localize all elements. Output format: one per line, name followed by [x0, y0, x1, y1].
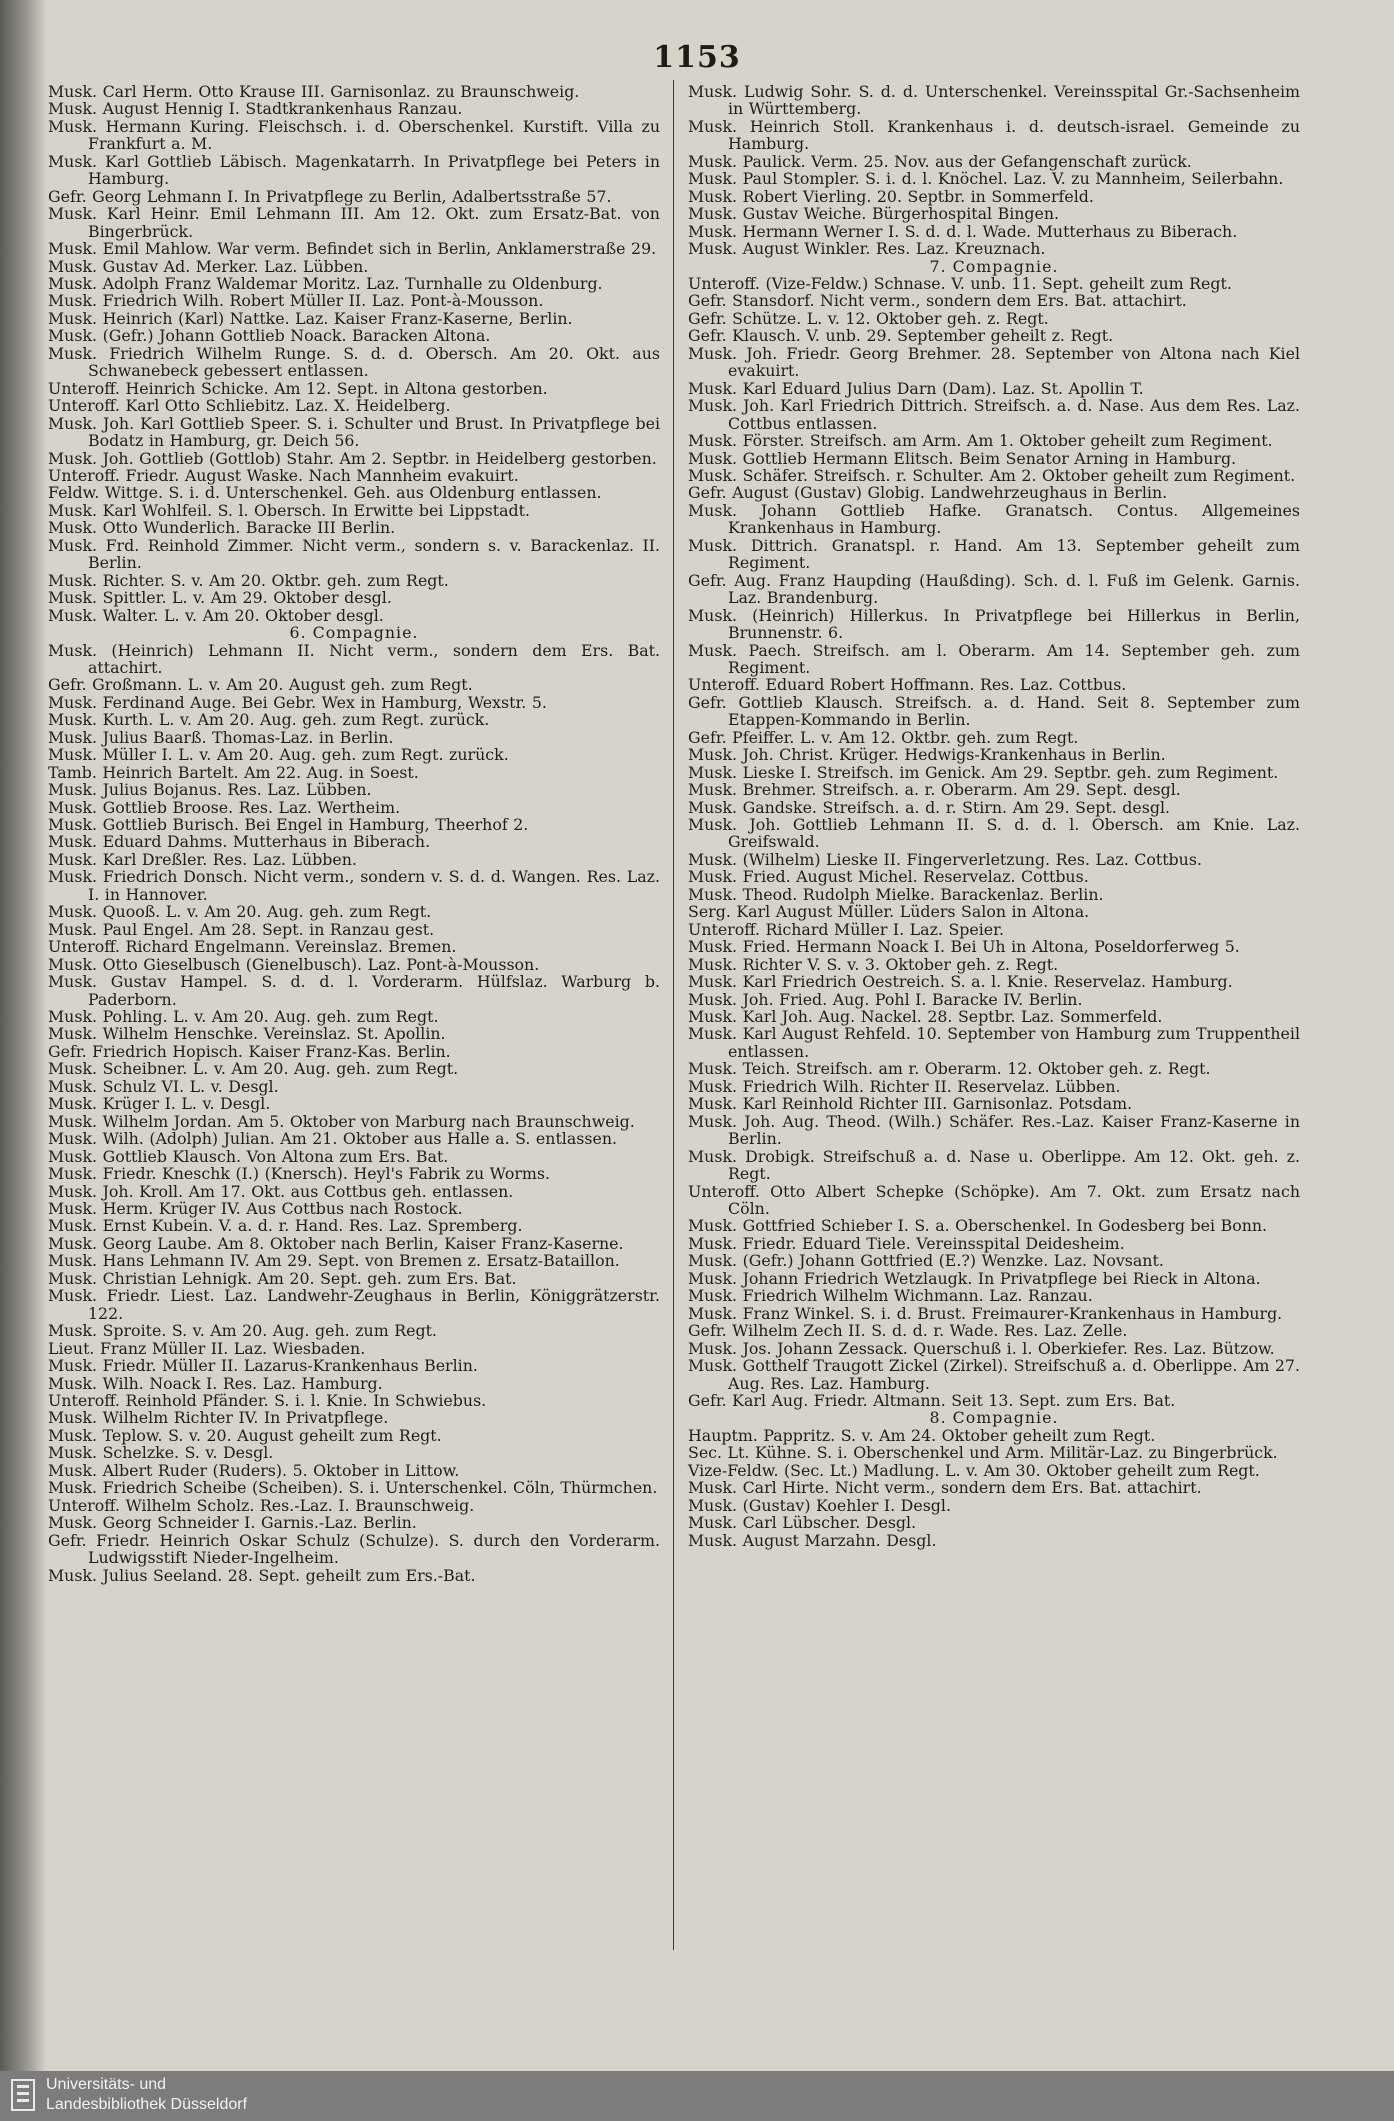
roster-entry: Musk. Ludwig Sohr. S. d. d. Unterschenkel. Vereinsspital Gr.-Sachsenheim in Württemberg.: [688, 82, 1300, 119]
roster-entry: Unteroff. Richard Engelmann. Vereinslaz. Bremen.: [48, 937, 457, 957]
roster-entry: Musk. Teplow. S. v. 20. August geheilt zum Regt.: [48, 1425, 442, 1445]
page-number: 1153: [653, 40, 741, 75]
roster-entry: Musk. Karl Gottlieb Läbisch. Magenkatarrh. In Privatpflege bei Peters in Hamburg.: [48, 151, 660, 189]
left-column: [48, 83, 660, 1584]
roster-entry: Musk. Dittrich. Granatspl. r. Hand. Am 13. September geheilt zum Regiment.: [688, 535, 1300, 573]
roster-entry: Musk. Heinrich (Karl) Nattke. Laz. Kaiser Franz-Kaserne, Berlin.: [48, 308, 573, 328]
roster-entry: Unteroff. Wilhelm Scholz. Res.-Laz. I. Braunschweig.: [48, 1495, 475, 1515]
roster-entry: Musk. Richter. S. v. Am 20. Oktbr. geh. zum Regt.: [48, 570, 449, 590]
roster-entry: Sec. Lt. Kühne. S. i. Oberschenkel und Arm. Militär-Laz. zu Bingerbrück.: [688, 1443, 1278, 1463]
roster-entry: Musk. Julius Seeland. 28. Sept. geheilt zum Ers.-Bat.: [48, 1565, 476, 1585]
roster-entry: Musk. Friedrich Wilhelm Runge. S. d. d. Obersch. Am 20. Okt. aus Schwanebeck gebessert entlassen.: [48, 343, 660, 381]
roster-entry: Gefr. Aug. Franz Haupding (Haußding). Sch. d. l. Fuß im Gelenk. Garnis. Laz. Brandenburg.: [688, 570, 1300, 608]
roster-entry: Musk. Karl Reinhold Richter III. Garnisonlaz. Potsdam.: [688, 1094, 1133, 1114]
roster-entry: Musk. Karl Wohlfeil. S. l. Obersch. In Erwitte bei Lippstadt.: [48, 500, 531, 520]
roster-entry: Musk. Frd. Reinhold Zimmer. Nicht verm., sondern s. v. Barackenlaz. II. Berlin.: [48, 535, 660, 573]
roster-entry: Unteroff. (Vize-Feldw.) Schnase. V. unb. 11. Sept. geheilt zum Regt.: [688, 273, 1232, 293]
roster-entry: Unteroff. Heinrich Schicke. Am 12. Sept. in Altona gestorben.: [48, 378, 548, 398]
roster-entry: Musk. Gottlieb Burisch. Bei Engel in Hamburg, Theerhof 2.: [48, 815, 529, 835]
roster-entry: Musk. Schäfer. Streifsch. r. Schulter. Am 2. Oktober geheilt zum Regiment.: [688, 465, 1296, 485]
column-divider: [673, 80, 674, 1950]
right-column: [688, 83, 1300, 1549]
roster-entry: Musk. Hermann Kuring. Fleischsch. i. d. Oberschenkel. Kurstift. Villa zu Frankfurt a. M.: [48, 116, 660, 154]
roster-entry: Musk. Friedrich Donsch. Nicht verm., sondern v. S. d. d. Wangen. Res. Laz. I. in Hannover.: [48, 867, 660, 904]
roster-entry: Gefr. Wilhelm Zech II. S. d. d. r. Wade. Res. Laz. Zelle.: [688, 1321, 1128, 1341]
roster-entry: Musk. Fried. August Michel. Reservelaz. Cottbus.: [688, 867, 1089, 887]
roster-entry: Musk. Teich. Streifsch. am r. Oberarm. 12. Oktober geh. z. Regt.: [688, 1059, 1211, 1079]
company-heading: 6. Compagnie.: [289, 623, 419, 643]
roster-entry: Musk. Wilh. Noack I. Res. Laz. Hamburg.: [48, 1373, 383, 1393]
roster-entry: Musk. Carl Herm. Otto Krause III. Garnisonlaz. zu Braunschweig.: [48, 82, 580, 101]
roster-entry: Musk. (Gefr.) Johann Gottlieb Noack. Baracken Altona.: [48, 326, 491, 346]
roster-entry: Musk. Otto Wunderlich. Baracke III Berlin.: [48, 518, 396, 538]
roster-entry: Musk. Kurth. L. v. Am 20. Aug. geh. zum Regt. zurück.: [48, 710, 490, 730]
library-footer-text: [46, 2075, 247, 2115]
company-heading: 8. Compagnie.: [929, 1408, 1059, 1428]
roster-entry: Musk. Ferdinand Auge. Bei Gebr. Wex in Hamburg, Wexstr. 5.: [48, 692, 547, 712]
roster-entry: Musk. Gottfried Schieber I. S. a. Oberschenkel. In Godesberg bei Bonn.: [688, 1216, 1268, 1236]
roster-entry: Gefr. August (Gustav) Globig. Landwehrzeughaus in Berlin.: [688, 483, 1168, 503]
roster-entry: Musk. August Winkler. Res. Laz. Kreuznach.: [688, 239, 1046, 259]
roster-entry: Unteroff. Karl Otto Schliebitz. Laz. X. Heidelberg.: [48, 396, 451, 416]
roster-entry: Gefr. Stansdorf. Nicht verm., sondern dem Ers. Bat. attachirt.: [688, 291, 1187, 311]
roster-entry: Gefr. Gottlieb Klausch. Streifsch. a. d. Hand. Seit 8. September zum Etappen-Kommando in Berlin.: [688, 692, 1300, 730]
roster-entry: Musk. Paul Engel. Am 28. Sept. in Ranzau gest.: [48, 919, 435, 939]
roster-entry: Musk. Albert Ruder (Ruders). 5. Oktober in Littow.: [48, 1460, 460, 1480]
roster-entry: Musk. Johann Gottlieb Hafke. Granatsch. Contus. Allgemeines Krankenhaus in Hamburg.: [688, 500, 1300, 538]
roster-entry: Musk. Quooß. L. v. Am 20. Aug. geh. zum Regt.: [48, 902, 432, 922]
roster-entry: Musk. Otto Gieselbusch (Gienelbusch). Laz. Pont-à-Mousson.: [48, 954, 540, 974]
roster-entry: Musk. Pohling. L. v. Am 20. Aug. geh. zum Regt.: [48, 1007, 439, 1027]
roster-entry: Musk. Wilhelm Henschke. Vereinslaz. St. Apollin.: [48, 1024, 446, 1044]
roster-entry: Musk. Sproite. S. v. Am 20. Aug. geh. zum Regt.: [48, 1321, 437, 1341]
roster-entry: Serg. Karl August Müller. Lüders Salon in Altona.: [688, 902, 1090, 922]
roster-entry: Musk. Joh. Gottlieb Lehmann II. S. d. d. l. Obersch. am Knie. Laz. Greifswald.: [688, 815, 1300, 852]
roster-entry: Musk. Fried. Hermann Noack I. Bei Uh in Altona, Poseldorferweg 5.: [688, 937, 1240, 957]
roster-entry: Musk. Adolph Franz Waldemar Moritz. Laz. Turnhalle zu Oldenburg.: [48, 273, 603, 293]
roster-entry: Musk. Lieske I. Streifsch. im Genick. Am 29. Septbr. geh. zum Regiment.: [688, 762, 1279, 782]
roster-entry: Unteroff. Richard Müller I. Laz. Speier.: [688, 919, 1004, 939]
roster-entry: Musk. Herm. Krüger IV. Aus Cottbus nach Rostock.: [48, 1199, 463, 1218]
roster-entry: Musk. Friedr. Kneschk (I.) (Knersch). Heyl's Fabrik zu Worms.: [48, 1164, 551, 1184]
roster-entry: Musk. Jos. Johann Zessack. Querschuß i. l. Oberkiefer. Res. Laz. Bützow.: [688, 1338, 1275, 1358]
roster-entry: Musk. Julius Baarß. Thomas-Laz. in Berlin.: [48, 727, 394, 747]
roster-entry: Musk. Karl Heinr. Emil Lehmann III. Am 12. Okt. zum Ersatz-Bat. von Bingerbrück.: [48, 204, 660, 241]
roster-entry: Musk. Wilhelm Jordan. Am 5. Oktober von Marburg nach Braunschweig.: [48, 1111, 635, 1131]
roster-entry: Musk. Müller I. L. v. Am 20. Aug. geh. zum Regt. zurück.: [48, 745, 509, 765]
roster-entry: Unteroff. Eduard Robert Hoffmann. Res. Laz. Cottbus.: [688, 675, 1127, 695]
roster-entry: Musk. Spittler. L. v. Am 29. Oktober desgl.: [48, 588, 392, 608]
roster-entry: Musk. Ernst Kubein. V. a. d. r. Hand. Res. Laz. Spremberg.: [48, 1216, 523, 1236]
roster-entry: Musk. Paul Stompler. S. i. d. l. Knöchel. Laz. V. zu Mannheim, Seilerbahn.: [688, 169, 1284, 189]
library-logo-icon: [10, 2078, 36, 2112]
roster-entry: Musk. (Heinrich) Hillerkus. In Privatpflege bei Hillerkus in Berlin, Brunnenstr. 6.: [688, 605, 1300, 643]
roster-entry: Musk. Wilhelm Richter IV. In Privatpflege.: [48, 1408, 389, 1428]
roster-entry: Musk. Paulick. Verm. 25. Nov. aus der Gefangenschaft zurück.: [688, 151, 1192, 171]
roster-entry: Gefr. Karl Aug. Friedr. Altmann. Seit 13. Sept. zum Ers. Bat.: [688, 1390, 1176, 1410]
roster-entry: Musk. Joh. Gottlieb (Gottlob) Stahr. Am 2. Septbr. in Heidelberg gestorben.: [48, 448, 657, 468]
roster-entry: Musk. Joh. Karl Friedrich Dittrich. Streifsch. a. d. Nase. Aus dem Res. Laz. Cottbus entlassen.: [688, 396, 1300, 433]
roster-entry: Musk. Joh. Friedr. Georg Brehmer. 28. September von Altona nach Kiel evakuirt.: [688, 343, 1300, 381]
roster-entry: Gefr. Georg Lehmann I. In Privatpflege zu Berlin, Adalbertsstraße 57.: [48, 186, 612, 206]
roster-entry: Musk. Gustav Ad. Merker. Laz. Lübben.: [48, 256, 369, 276]
roster-entry: Musk. Joh. Fried. Aug. Pohl I. Baracke IV. Berlin.: [688, 989, 1083, 1009]
roster-entry: Musk. Walter. L. v. Am 20. Oktober desgl.: [48, 605, 384, 625]
roster-entry: Musk. Robert Vierling. 20. Septbr. in Sommerfeld.: [688, 186, 1094, 206]
roster-entry: Gefr. Pfeiffer. L. v. Am 12. Oktbr. geh. zum Regt.: [688, 727, 1079, 747]
roster-entry: Musk. Richter V. S. v. 3. Oktober geh. z. Regt.: [688, 954, 1059, 974]
roster-entry: Musk. Karl August Rehfeld. 10. September von Hamburg zum Truppentheil entlassen.: [688, 1024, 1300, 1061]
roster-entry: Musk. Scheibner. L. v. Am 20. Aug. geh. zum Regt.: [48, 1059, 459, 1079]
roster-entry: Musk. Hermann Werner I. S. d. d. l. Wade. Mutterhaus zu Biberach.: [688, 221, 1238, 241]
roster-entry: Musk. Friedr. Liest. Laz. Landwehr-Zeughaus in Berlin, Königgrätzerstr. 122.: [48, 1286, 660, 1323]
roster-entry: Gefr. Friedrich Hopisch. Kaiser Franz-Kas. Berlin.: [48, 1041, 451, 1061]
roster-entry: Tamb. Heinrich Bartelt. Am 22. Aug. in Soest.: [48, 762, 419, 782]
roster-entry: Unteroff. Reinhold Pfänder. S. i. l. Knie. In Schwiebus.: [48, 1390, 487, 1410]
roster-entry: Gefr. Großmann. L. v. Am 20. August geh. zum Regt.: [48, 675, 473, 695]
roster-entry: Vize-Feldw. (Sec. Lt.) Madlung. L. v. Am 30. Oktober geheilt zum Regt.: [688, 1460, 1260, 1480]
roster-entry: Gefr. Klausch. V. unb. 29. September geheilt z. Regt.: [688, 326, 1114, 346]
roster-entry: Musk. Gotthelf Traugott Zickel (Zirkel). Streifschuß a. d. Oberlippe. Am 27. Aug. Res. Laz. Hamburg.: [688, 1356, 1300, 1393]
roster-entry: Musk. Franz Winkel. S. i. d. Brust. Freimaurer-Krankenhaus in Hamburg.: [688, 1303, 1283, 1323]
footer-line-2: Landesbibliothek Düsseldorf: [46, 2096, 248, 2113]
roster-entry: Musk. Gottlieb Hermann Elitsch. Beim Senator Arning in Hamburg.: [688, 448, 1237, 468]
roster-entry: Musk. Friedrich Wilh. Richter II. Reservelaz. Lübben.: [688, 1076, 1121, 1096]
roster-entry: Musk. Wilh. (Adolph) Julian. Am 21. Oktober aus Halle a. S. entlassen.: [48, 1129, 618, 1149]
roster-entry: Musk. Paech. Streifsch. am l. Oberarm. Am 14. September geh. zum Regiment.: [688, 640, 1300, 677]
roster-entry: Musk. Friedrich Wilhelm Wichmann. Laz. Ranzau.: [688, 1286, 1093, 1306]
roster-entry: Musk. Gustav Weiche. Bürgerhospital Bingen.: [688, 204, 1060, 224]
footer-line-1: Universitäts- und: [46, 2076, 167, 2093]
roster-entry: Musk. Carl Lübscher. Desgl.: [688, 1513, 917, 1533]
roster-entry: Lieut. Franz Müller II. Laz. Wiesbaden.: [48, 1338, 366, 1358]
roster-entry: Musk. Georg Laube. Am 8. Oktober nach Berlin, Kaiser Franz-Kaserne.: [48, 1233, 624, 1253]
roster-entry: Musk. Schelzke. S. v. Desgl.: [48, 1443, 274, 1463]
roster-entry: Musk. Joh. Karl Gottlieb Speer. S. i. Schulter und Brust. In Privatpflege bei Bodatz in Hamburg, gr. Deich 56.: [48, 413, 660, 451]
roster-entry: Musk. Johann Friedrich Wetzlaugk. In Privatpflege bei Rieck in Altona.: [688, 1268, 1261, 1288]
roster-entry: Musk. Eduard Dahms. Mutterhaus in Biberach.: [48, 832, 431, 852]
roster-entry: Musk. Christian Lehnigk. Am 20. Sept. geh. zum Ers. Bat.: [48, 1268, 517, 1288]
roster-entry: Feldw. Wittge. S. i. d. Unterschenkel. Geh. aus Oldenburg entlassen.: [48, 483, 602, 503]
roster-entry: Musk. Gustav Hampel. S. d. d. l. Vorderarm. Hülfslaz. Warburg b. Paderborn.: [48, 972, 660, 1009]
company-heading: 7. Compagnie.: [929, 256, 1059, 276]
roster-entry: Musk. Hans Lehmann IV. Am 29. Sept. von Bremen z. Ersatz-Bataillon.: [48, 1251, 620, 1271]
roster-entry: Musk. Joh. Aug. Theod. (Wilh.) Schäfer. Res.-Laz. Kaiser Franz-Kaserne in Berlin.: [688, 1111, 1300, 1149]
roster-entry: Musk. (Gustav) Koehler I. Desgl.: [688, 1495, 951, 1515]
roster-entry: Musk. (Gefr.) Johann Gottfried (E.?) Wenzke. Laz. Novsant.: [688, 1251, 1164, 1271]
roster-entry: Musk. Karl Joh. Aug. Nackel. 28. Septbr. Laz. Sommerfeld.: [688, 1007, 1163, 1027]
roster-entry: Musk. Friedr. Eduard Tiele. Vereinsspital Deidesheim.: [688, 1233, 1125, 1253]
roster-entry: Musk. Gottlieb Klausch. Von Altona zum Ers. Bat.: [48, 1146, 449, 1166]
roster-entry: Musk. Theod. Rudolph Mielke. Barackenlaz. Berlin.: [688, 884, 1104, 904]
roster-entry: Musk. Julius Bojanus. Res. Laz. Lübben.: [48, 780, 372, 800]
roster-entry: Musk. Karl Dreßler. Res. Laz. Lübben.: [48, 849, 357, 869]
roster-entry: Musk. Gottlieb Broose. Res. Laz. Wertheim.: [48, 797, 401, 817]
roster-entry: Musk. Emil Mahlow. War verm. Befindet sich in Berlin, Anklamerstraße 29.: [48, 239, 657, 259]
roster-entry: Gefr. Schütze. L. v. 12. Oktober geh. z. Regt.: [688, 308, 1049, 328]
roster-entry: Gefr. Friedr. Heinrich Oskar Schulz (Schulze). S. durch den Vorderarm. Ludwigsstift Nieder-Ingelheim.: [48, 1530, 660, 1568]
roster-entry: Musk. August Marzahn. Desgl.: [688, 1530, 937, 1550]
roster-entry: Musk. Förster. Streifsch. am Arm. Am 1. Oktober geheilt zum Regiment.: [688, 431, 1273, 451]
roster-entry: Musk. (Wilhelm) Lieske II. Fingerverletzung. Res. Laz. Cottbus.: [688, 849, 1202, 869]
roster-entry: Musk. Karl Friedrich Oestreich. S. a. l. Knie. Reservelaz. Hamburg.: [688, 972, 1233, 992]
roster-entry: Hauptm. Pappritz. S. v. Am 24. Oktober geheilt zum Regt.: [688, 1425, 1156, 1445]
roster-entry: Musk. (Heinrich) Lehmann II. Nicht verm., sondern dem Ers. Bat. attachirt.: [48, 640, 660, 677]
roster-entry: Musk. Friedrich Wilh. Robert Müller II. Laz. Pont-à-Mousson.: [48, 291, 544, 311]
roster-entry: Musk. Joh. Christ. Krüger. Hedwigs-Krankenhaus in Berlin.: [688, 745, 1166, 765]
roster-entry: Musk. Joh. Kroll. Am 17. Okt. aus Cottbus geh. entlassen.: [48, 1181, 514, 1201]
page-edge-shadow: [0, 0, 46, 2121]
roster-entry: Musk. Friedrich Scheibe (Scheiben). S. i. Unterschenkel. Cöln, Thürmchen.: [48, 1478, 658, 1498]
roster-entry: Unteroff. Friedr. August Waske. Nach Mannheim evakuirt.: [48, 465, 519, 485]
roster-entry: Unteroff. Otto Albert Schepke (Schöpke). Am 7. Okt. zum Ersatz nach Cöln.: [688, 1181, 1300, 1218]
roster-entry: Musk. Georg Schneider I. Garnis.-Laz. Berlin.: [48, 1513, 417, 1533]
roster-entry: Musk. Schulz VI. L. v. Desgl.: [48, 1076, 279, 1096]
roster-entry: Musk. Gandske. Streifsch. a. d. r. Stirn. Am 29. Sept. desgl.: [688, 797, 1171, 817]
roster-entry: Musk. August Hennig I. Stadtkrankenhaus Ranzau.: [48, 99, 463, 119]
roster-entry: Musk. Friedr. Müller II. Lazarus-Krankenhaus Berlin.: [48, 1356, 478, 1376]
roster-entry: Musk. Krüger I. L. v. Desgl.: [48, 1094, 271, 1114]
roster-entry: Musk. Heinrich Stoll. Krankenhaus i. d. deutsch-israel. Gemeinde zu Hamburg.: [688, 116, 1300, 154]
roster-entry: Musk. Karl Eduard Julius Darn (Dam). Laz. St. Apollin T.: [688, 378, 1144, 398]
roster-entry: Musk. Brehmer. Streifsch. a. r. Oberarm. Am 29. Sept. desgl.: [688, 780, 1181, 800]
roster-entry: Musk. Carl Hirte. Nicht verm., sondern dem Ers. Bat. attachirt.: [688, 1478, 1202, 1498]
roster-entry: Musk. Drobigk. Streifschuß a. d. Nase u. Oberlippe. Am 12. Okt. geh. z. Regt.: [688, 1146, 1300, 1184]
